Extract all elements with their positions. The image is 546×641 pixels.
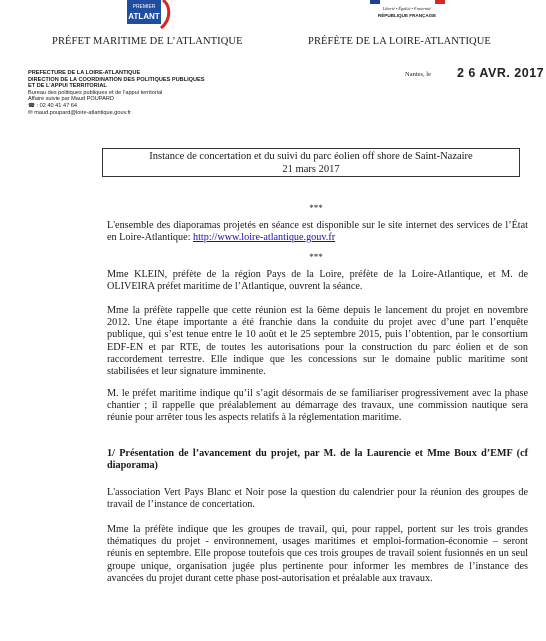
- sender-email: ✉ maud.poupard@loire-atlantique.gouv.fr: [28, 109, 131, 116]
- paragraph-prefet-maritime: M. le préfet maritime indique qu’il s’agit désormais de se familiariser progressivement avec la phase chantier ; il rappelle que préalablement au démarrage des travaux, une commission nautique sera réunie pour arrêter tous les aspects relatifs à la réglementation maritime.: [107, 388, 528, 424]
- svg-text:ATLANT: ATLANT: [128, 12, 160, 21]
- paragraph-recap: Mme la préfète rappelle que cette réunion est la 6ème depuis le lancement du projet en novembre 2012. Une étape importante a été franchie dans la conduite du projet avec d’une part l’enquête publique, qui s’est tenue entre le 10 août et le 25 septembre 2015, puis l’obtention, par le consortium EDF-EN et par RTE, de toutes les autorisations pour la construction du parc éolien et de son raccordement terrestre. Elle indique que les concessions sur le domaine public maritime sont stabilisées et leur signature imminente.: [107, 305, 528, 378]
- prefet-maritime-logo: [127, 0, 173, 30]
- right-authority-title: PRÉFÈTE DE LA LOIRE-ATLANTIQUE: [308, 36, 491, 47]
- paragraph-diaporamas: [107, 220, 528, 244]
- svg-text:PREMIER: PREMIER: [132, 4, 156, 10]
- paragraph-diaporamas-text: L'ensemble des diaporamas projetés en séance est disponible sur le site internet des services de l’État en Loire-Atlantique:: [107, 220, 528, 244]
- sender-bureau: Bureau des politiques publiques et de l’appui territorial: [28, 89, 163, 96]
- sender-contact: Affaire suivie par Maud POUPARD: [28, 96, 114, 103]
- republique-francaise-logo: [370, 0, 445, 22]
- meeting-date: 21 mars 2017: [282, 164, 340, 175]
- sender-phone: ☎ : 02 40 41 47 64: [28, 102, 77, 109]
- left-authority-title: PRÉFET MARITIME DE L’ATLANTIQUE: [52, 36, 243, 47]
- sender-block: [28, 70, 288, 116]
- section-title: 1/ Présentation de l’avancement du projet, par M. de la Laurencie et Mme Boux d’EMF (cf diaporama): [107, 448, 528, 472]
- meeting-title: Instance de concertation et du suivi du parc éolien off shore de Saint-Nazaire: [149, 151, 473, 162]
- date-stamp: 2 6 AVR. 2017: [457, 66, 545, 80]
- svg-text:Liberté • Égalité • Fraternité: Liberté • Égalité • Fraternité: [382, 6, 432, 11]
- website-link[interactable]: http://www.loire-atlantique.gouv.fr: [193, 232, 336, 244]
- sender-direction: DIRECTION DE LA COORDINATION DES POLITIQUES PUBLIQUES: [28, 76, 205, 83]
- paragraph-opening: Mme KLEIN, préfète de la région Pays de la Loire, préfète de la Loire-Atlantique, et M. de OLIVEIRA préfet maritime de l’Atlantique, ouvrent la séance.: [107, 269, 528, 293]
- separator: ***: [309, 252, 323, 262]
- svg-text:RÉPUBLIQUE FRANÇAISE: RÉPUBLIQUE FRANÇAISE: [377, 13, 437, 18]
- sender-direction-cont: ET DE L’APPUI TERRITORIAL: [28, 83, 107, 90]
- separator: ***: [309, 203, 323, 213]
- date-prefix: Nantes, le: [405, 71, 431, 78]
- paragraph-groupes-travail: Mme la préfète indique que les groupes de travail, qui, pour rappel, portent sur les trois grandes thématiques du projet - environnement, usages maritimes et emploi-formation-économie – seront réunis en septembre. Elle propose toutefois que ces trois groupes de travail soient fusionnés en un seul groupe unique, organisation jugée plus pertinente pour informer les membres de l’instance des avancées du projet durant cette phase post-autorisation et préalable aux travaux.: [107, 524, 528, 584]
- paragraph-association: L'association Vert Pays Blanc et Noir pose la question du calendrier pour la réunion des groupes de travail de l’instance de concertation.: [107, 487, 528, 511]
- sender-prefecture: PREFECTURE DE LA LOIRE-ATLANTIQUE: [28, 70, 141, 76]
- meeting-title-box: [102, 148, 520, 177]
